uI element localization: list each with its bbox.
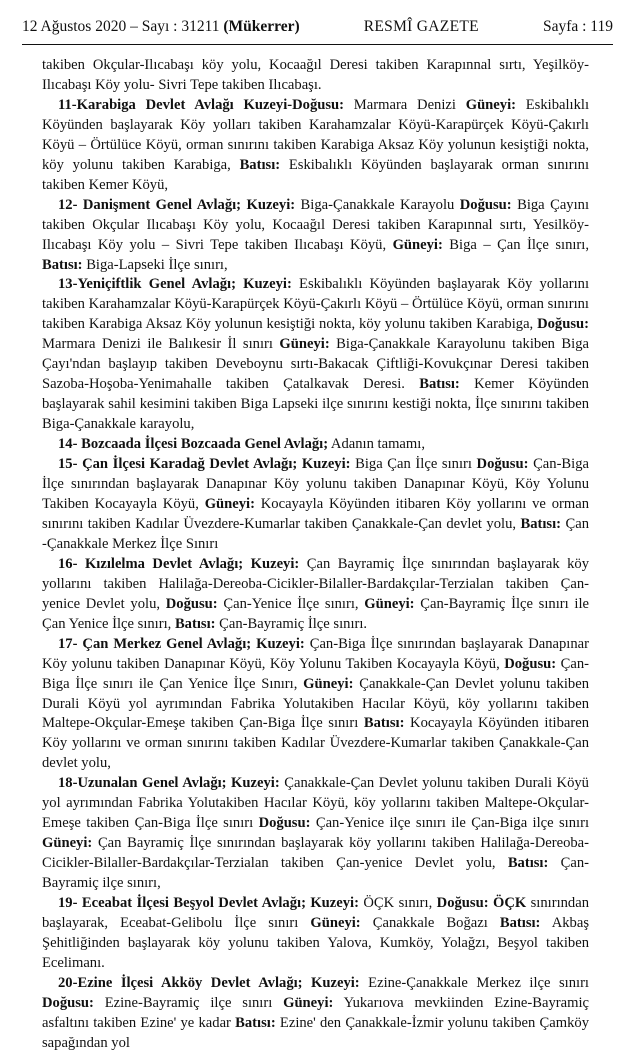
bold-label: 12- Danişment Genel Avlağı; Kuzeyi: <box>58 196 296 213</box>
bold-label: 11-Karabiga Devlet Avlağı Kuzeyi-Doğusu: <box>58 96 345 113</box>
paragraph-text: Çan-Yenice ilçe sınırı ile Çan-Biga ilçe sınırı <box>310 815 589 832</box>
paragraph-text: sınırından başlayarak, Eceabat-Gelibolu İlçe sınırı <box>42 895 589 931</box>
bold-label: Batısı: <box>235 1014 276 1031</box>
bold-label: 14- Bozcaada İlçesi Bozcaada Genel Avlağı; <box>58 436 329 453</box>
paragraph <box>42 196 589 276</box>
paragraph-text: Çan-Yenice İlçe sınırı, <box>217 595 365 612</box>
header-page-number: Sayfa : 119 <box>542 18 613 35</box>
header-date-issue <box>22 18 300 36</box>
bold-label: Güneyi: <box>310 914 361 931</box>
bold-label: 19- Eceabat İlçesi Beşyol Devlet Avlağı; Kuzeyi: <box>58 895 359 912</box>
bold-label: 15- Çan İlçesi Karadağ Devlet Avlağı; Kuzeyi: <box>58 456 351 473</box>
bold-label: Doğusu: <box>476 456 529 473</box>
bold-label: Batısı: <box>507 855 549 872</box>
paragraph-text: Marmara Denizi <box>344 96 466 113</box>
bold-label: Doğusu: <box>459 196 512 213</box>
bold-label: 18-Uzunalan Genel Avlağı; Kuzeyi: <box>58 775 280 792</box>
bold-label: Doğusu: <box>165 595 218 612</box>
bold-label: Batısı: <box>363 715 405 732</box>
paragraph-text: Kemer Köyünden başlayarak sahil kesimini takiben Biga Lapseki ilçe sınırını kestiği nokta, İlçe sınırını takiben Biga-Çanakkale karayolu, <box>42 376 589 433</box>
paragraph-text: Çan Bayramiç İlçe sınırından başlayarak köy yollarını takiben Halilağa-Dereoba-Cicikler-Bilaller-Bardakçılar-Terzialan takiben Çan-yenice Devlet yolu, <box>42 835 589 872</box>
paragraph <box>42 894 589 974</box>
paragraph-text: Adanın tamamı, <box>328 436 425 453</box>
bold-label: 13-Yeniçiftlik Genel Avlağı; Kuzeyi: <box>58 276 292 293</box>
bold-label: 17- Çan Merkez Genel Avlağı; Kuzeyi: <box>58 635 305 652</box>
paragraph-text: Eskibalıklı Köyünden başlayarak Köy yollarını takiben Karahamzalar Köyü-Karapürçek Köyü-Çakırlı Köyü – Örtülüce Köyü, orman sınırını takiben Karabiga Aksaz Köy yolunun kesiştiği nokta, köy yolunu takiben Karabiga, <box>42 276 589 333</box>
paragraph-text: Biga Çan İlçe sınırı <box>350 456 477 473</box>
paragraph-text: Çan-Biga İlçe sınırı ile Çan Yenice İlçe Sınırı, <box>42 655 589 692</box>
paragraph <box>42 974 589 1054</box>
paragraph <box>42 275 589 435</box>
bold-label: Doğusu: <box>537 316 589 333</box>
header-divider <box>22 44 613 45</box>
paragraph <box>42 455 589 555</box>
paragraph-text: Ezine-Çanakkale Merkez ilçe sınırı <box>359 974 589 991</box>
bold-label: Güneyi: <box>465 96 516 113</box>
paragraph <box>42 435 589 455</box>
paragraph-text: Biga-Çanakkale Karayolunu takiben Biga Çayı'ndan başlayıp takiben Deveboynu sırtı-Bakacak Çiftliği-Kovukçınar Deresi takiben Sazoba-Hoşoba-Yenimahalle takiben Çatalkavak Deresi. <box>42 336 589 393</box>
paragraph-text: Çan-Bayramiç ilçe sınırı, <box>42 855 589 892</box>
page-header <box>22 18 613 40</box>
header-date-text: 12 Ağustos 2020 – Sayı : 31211 <box>22 18 224 35</box>
paragraph-text: Akbaş Şehitliğinden başlayarak köy yolunu takiben Yalova, Kumköy, Yolağzı, Beşyol takiben Ecelimanı. <box>42 914 589 971</box>
paragraph-text: Çan Bayramiç İlçe sınırından başlayarak köy yollarını takiben Halilağa-Dereoba-Cicikler-Bilaller-Bardakçılar-Terzialan takiben Çan-yenice Devlet yolu, <box>42 555 589 612</box>
bold-label: Doğusu: <box>42 994 94 1011</box>
bold-label: 20-Ezine İlçesi Akköy Devlet Avlağı; Kuzeyi: <box>58 974 360 991</box>
paragraph-text: Ezine' den Çanakkale-İzmir yolunu takiben Çamköy sapağından yol <box>42 1014 589 1051</box>
paragraph-text: Kocayayla Köyünden itibaren Köy yollarını ve orman sınırını takiben Kadılar Üvezdere-Kumarlar takiben Çanakkale-Çan devlet yolu, <box>42 495 589 532</box>
paragraph-text: Çan-Bayramiç İlçe sınırı ile Çan Yenice İlçe sınırı, <box>42 595 589 632</box>
bold-label: Güneyi: <box>42 835 93 852</box>
paragraph <box>42 555 589 635</box>
paragraph-text: Yukarıova mevkiinden Ezine-Bayramiç asfaltını takiben Ezine' ye kadar <box>42 994 590 1031</box>
paragraph-text: Çan-Bayramiç İlçe sınırı. <box>215 615 368 632</box>
paragraph-text: Eskibalıklı Köyünden başlayarak orman sınırını takiben Kemer Köyü, <box>42 156 590 193</box>
bold-label: Güneyi: <box>303 675 354 692</box>
paragraph-text: Çanakkale Boğazı <box>360 914 500 931</box>
document-body <box>42 56 589 1054</box>
bold-label: Batısı: <box>520 515 562 532</box>
paragraph-text: Biga-Lapseki İlçe sınırı, <box>82 256 228 273</box>
bold-label: Batısı: <box>499 914 541 931</box>
paragraph-text: Çanakkale-Çan Devlet yolunu takiben Durali Köyü yol ayrımından Fabrika Yolutakiben Hacılar Köyü, köy yollarını takiben Maltepe-Okçular-Emeşe takiben Çan-Biga İlçe sınırı <box>42 775 589 832</box>
paragraph-text: Biga – Çan İlçe sınırı, <box>442 236 589 253</box>
bold-label: Batısı: <box>42 256 83 273</box>
bold-label: Batısı: <box>174 615 216 632</box>
bold-label: Güneyi: <box>392 236 443 253</box>
paragraph-text: Çanakkale-Çan Devlet yolunu takiben Durali Köyü yol ayrımından Fabrika Yolutakiben Hacılar Köyü, köy yollarını takiben Maltepe-Okçular-Emeşe takiben Çan-Biga İlçe sınırı <box>42 675 589 732</box>
bold-label: Doğusu: <box>504 655 557 672</box>
paragraph <box>42 96 589 196</box>
bold-label: Güneyi: <box>204 495 255 512</box>
paragraph-text: Çan-Biga İlçe sınırından başlayarak Danapınar Köy yolunu takiben Danapınar Köyü, Köy Yolunu Takiben Kocayayla Köyü, <box>42 456 589 512</box>
paragraph-text: Çan-Biga İlçe sınırından başlayarak Danapınar Köy yolunu takiben Danapınar Köyü, Köy Yolunu Takiben Kocayayla Köyü, <box>42 635 589 672</box>
bold-label: Güneyi: <box>283 994 334 1011</box>
paragraph-text: Ezine-Bayramiç ilçe sınırı <box>93 994 284 1011</box>
paragraph <box>42 635 589 775</box>
paragraph-text: Kocayayla Köyünden itibaren Köy yollarını ve orman sınırını takiben Kadılar Üvezdere-Kumarlar takiben Çanakkale-Çan devlet yolu, <box>42 715 589 772</box>
bold-label: Güneyi: <box>279 336 330 353</box>
paragraph-text: Marmara Denizi ile Balıkesir İl sınırı <box>42 336 280 353</box>
bold-label: Batısı: <box>239 156 281 173</box>
bold-label: Doğusu: <box>258 815 311 832</box>
bold-label: Doğusu: ÖÇK <box>436 895 527 912</box>
bold-label: Güneyi: <box>364 595 415 612</box>
header-mukerrer: (Mükerrer) <box>223 18 300 35</box>
paragraph-text: Biga-Çanakkale Karayolu <box>295 196 460 213</box>
bold-label: 16- Kızılelma Devlet Avlağı; Kuzeyi: <box>58 555 300 572</box>
header-gazette-title: RESMÎ GAZETE <box>363 18 479 35</box>
paragraph-text: Çan -Çanakkale Merkez İlçe Sınırı <box>42 515 589 552</box>
paragraph-text: Biga Çayını takiben Okçular Ilıcabaşı Köy yolu, Kocaağıl Deresi takiben Karapınnal sırtı, Yesilköy-Ilıcabaşı Köy yolu – Sivri Tepe takiben Ilıcabaşı Köyü, <box>42 196 590 253</box>
bold-label: Batısı: <box>419 376 460 393</box>
paragraph <box>42 56 589 96</box>
paragraph-text: ÖÇK sınırı, <box>358 895 437 912</box>
paragraph-text: Eskibalıklı Köyünden başlayarak Köy yolları takiben Karahamzalar Köyü-Karapürçek Köyü-Çakırlı Köyü – Örtülüce Köyü, orman sınırını takiben Karabiga Aksaz Köy yolunun kesiştiği nokta, köy yolunu takiben Karabiga, <box>42 96 589 173</box>
paragraph <box>42 774 589 894</box>
paragraph-text: takiben Okçular-Ilıcabaşı köy yolu, Kocaağıl Deresi takiben Karapınnal sırtı, Yeşilköy-Ilıcabaşı Köy yolu- Sivri Tepe takiben Ilıcabaşı. <box>42 57 589 93</box>
